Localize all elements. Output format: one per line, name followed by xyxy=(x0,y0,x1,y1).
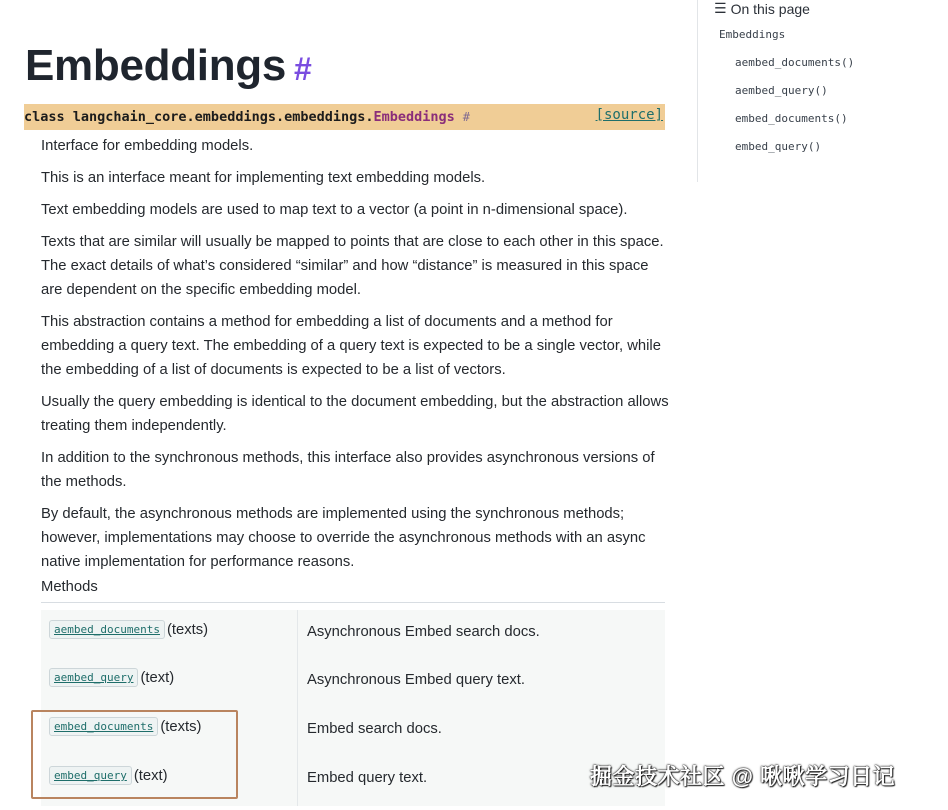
method-description: Asynchronous Embed query text. xyxy=(307,672,525,688)
annotation-highlight-box xyxy=(31,710,238,799)
source-link[interactable]: [source] xyxy=(595,107,663,123)
method-args: (texts) xyxy=(160,718,202,735)
method-description: Asynchronous Embed search docs. xyxy=(307,624,540,640)
toc-item-embed-query[interactable]: embed_query() xyxy=(735,140,822,153)
toc-item-embed-documents[interactable]: embed_documents() xyxy=(735,112,848,125)
doc-paragraph: Texts that are similar will usually be mapped to points that are close to each other in this space. The exact details of what’s considered “similar” and how “distance” is measured in this space are dependent on the specific embedding model. xyxy=(41,234,664,298)
signature-anchor-link[interactable]: # xyxy=(462,110,471,124)
doc-paragraph: In addition to the synchronous methods, this interface also provides asynchronous versions of the methods. xyxy=(41,450,655,490)
title-anchor-link[interactable]: # xyxy=(294,51,312,87)
doc-paragraph: This abstraction contains a method for embedding a list of documents and a method for embedding a query text. The embedding of a query text is expected to be a single vector, while the embedding of a list of documents is expected to be a list of vectors. xyxy=(41,314,661,378)
method-link-embed-documents[interactable]: embed_documents xyxy=(49,717,158,736)
signature-class-name: Embeddings xyxy=(373,109,455,125)
table-row xyxy=(41,668,665,692)
table-row xyxy=(41,620,665,644)
method-link-aembed-query[interactable]: aembed_query xyxy=(49,668,138,687)
method-args: (text) xyxy=(140,669,175,686)
method-link-aembed-documents[interactable]: aembed_documents xyxy=(49,620,165,639)
toc-title xyxy=(714,0,810,17)
methods-heading: Methods xyxy=(41,579,98,595)
signature-module-path: class langchain_core.embeddings.embeddings. xyxy=(24,109,374,125)
toc-item-aembed-documents[interactable]: aembed_documents() xyxy=(735,56,855,69)
method-description: Embed search docs. xyxy=(307,721,442,737)
doc-paragraph: By default, the asynchronous methods are implemented using the synchronous methods; however, implementations may choose to override the asynchronous methods with an async native implementation for performance reasons. xyxy=(41,506,646,570)
toc-item-embeddings[interactable]: Embeddings xyxy=(719,28,786,41)
doc-paragraph: Usually the query embedding is identical to the document embedding, but the abstraction allows treating them independently. xyxy=(41,394,669,434)
doc-paragraph: Text embedding models are used to map text to a vector (a point in n-dimensional space). xyxy=(41,202,628,218)
method-signature xyxy=(49,668,174,687)
doc-paragraph: Interface for embedding models. xyxy=(41,138,254,154)
method-signature xyxy=(49,620,208,639)
toc-item-aembed-query[interactable]: aembed_query() xyxy=(735,84,828,97)
toc-title-text: On this page xyxy=(730,0,810,17)
page-title-text: Embeddings xyxy=(25,41,287,90)
method-description: Embed query text. xyxy=(307,770,428,786)
method-args: (texts) xyxy=(166,621,209,638)
list-icon: ☰ xyxy=(714,0,727,16)
page-title xyxy=(25,36,312,99)
method-link-embed-query[interactable]: embed_query xyxy=(49,766,132,785)
class-docstring xyxy=(41,134,669,582)
toc-divider xyxy=(697,0,698,182)
watermark: 掘金技术社区 @ 啾啾学习日记 xyxy=(590,764,896,789)
method-args: (text) xyxy=(133,767,168,784)
doc-paragraph: This is an interface meant for implementing text embedding models. xyxy=(41,170,486,186)
methods-divider xyxy=(41,602,665,603)
class-signature xyxy=(24,104,665,130)
